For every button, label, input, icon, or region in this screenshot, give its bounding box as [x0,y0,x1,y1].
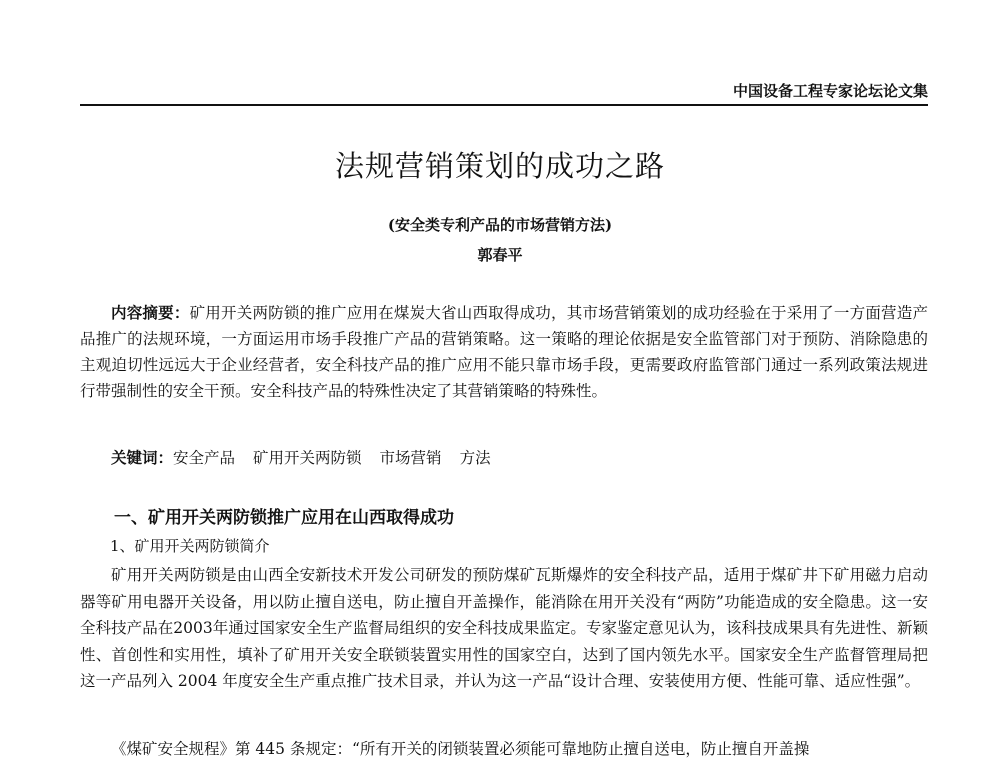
subsection-heading: 1、矿用开关两防锁简介 [110,537,270,555]
body-paragraph: 《煤矿安全规程》第 445 条规定：“所有开关的闭锁装置必须能可靠地防止擅自送电，防止擅自开盖操 [111,740,810,758]
header-rule [80,104,928,106]
keywords-label: 关键词： [111,448,174,467]
keyword: 市场营销 [379,449,442,467]
running-head: 中国设备工程专家论坛论文集 [732,82,928,100]
article-subtitle: (安全类专利产品的市场营销方法) [387,216,613,234]
keywords [80,445,928,471]
article-author: 郭春平 [477,246,523,264]
keyword: 安全产品 [173,449,236,467]
keyword: 方法 [459,449,491,467]
body-paragraph: 矿用开关两防锁是由山西全安新技术开发公司研发的预防煤矿瓦斯爆炸的安全科技产品，适用于煤矿井下矿用磁力启动器等矿用电器开关设备，用以防止擅自送电，防止擅自开盖操作，能消除在用开关没有“两防”功能造成的安全隐患。这一安全科技产品在2003年通过国家安全生产监督局组织的安全科技成果监定。专家鉴定意见认为，该科技成果具有先进性、新颖性、首创性和实用性，填补了矿用开关安全联锁装置实用性的国家空白，达到了国内领先水平。国家安全生产监督管理局把这一产品列入 2004 年度安全生产重点推广技术目录，并认为这一产品“设计合理、安装使用方便、性能可靠、适应性强”。 [80,566,928,690]
abstract-label: 内容摘要： [111,303,190,322]
keyword: 矿用开关两防锁 [253,449,362,467]
article-title: 法规营销策划的成功之路 [334,149,665,183]
abstract-text: 矿用开关两防锁的推广应用在煤炭大省山西取得成功，其市场营销策划的成功经验在于采用了一方面营造产品推广的法规环境，一方面运用市场手段推广产品的营销策略。这一策略的理论依据是安全监管部门对于预防、消除隐患的主观迫切性远远大于企业经营者，安全科技产品的推广应用不能只靠市场手段，更需要政府监管部门通过一系列政策法规进行带强制性的安全干预。安全科技产品的特殊性决定了其营销策略的特殊性。 [80,304,928,400]
section-heading: 一、矿用开关两防锁推广应用在山西取得成功 [114,508,454,528]
abstract [80,300,928,404]
